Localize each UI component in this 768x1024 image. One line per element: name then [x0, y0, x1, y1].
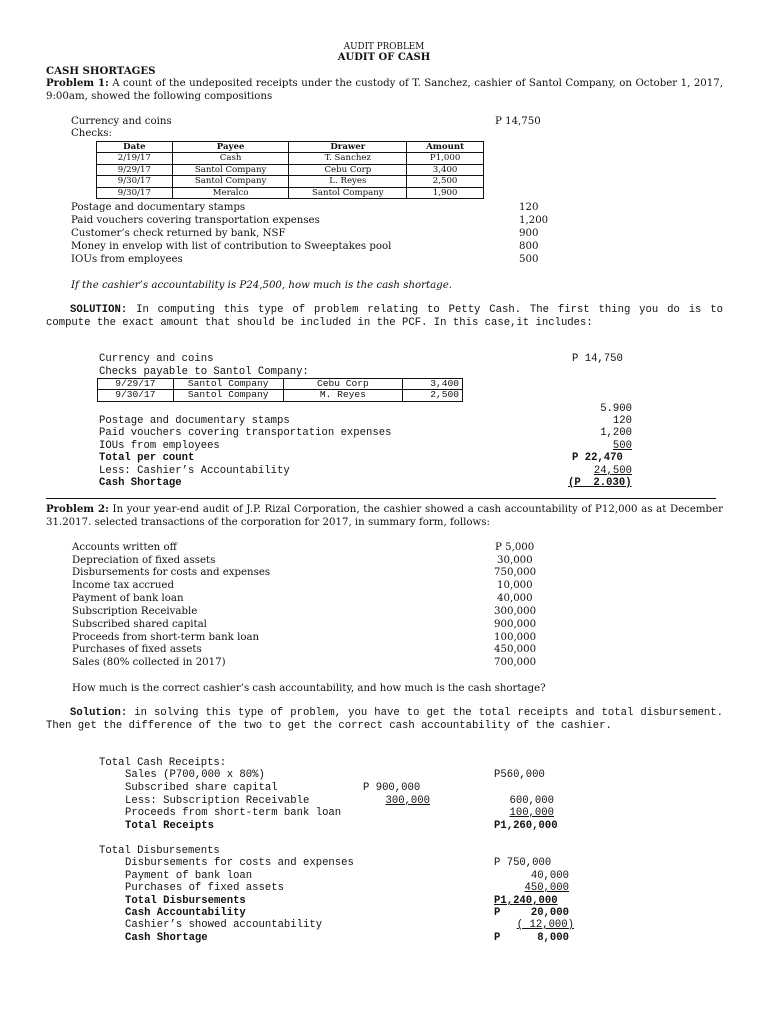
cell-payee: Cash — [172, 153, 289, 164]
table-row — [98, 379, 463, 390]
s2-acct-value: 20,000 — [530, 907, 569, 919]
p1-item-label: Paid vouchers covering transportation expenses — [71, 215, 320, 226]
s2-disb-value: 40,000 — [530, 870, 569, 882]
p1-item-value: 1,200 — [519, 215, 549, 226]
s1-less-label: Less: Cashier’s Accountability — [99, 465, 290, 477]
solution1-text: In computing this type of problem relating to Petty Cash. The first thing you do is to compute the exact amount that should be included in the PCF. In this case,it includes: — [46, 304, 723, 329]
cell-drawer: Cebu Corp — [283, 379, 403, 390]
cell-amount: 3,400 — [407, 164, 484, 175]
solution2-label: Solution: — [70, 707, 128, 719]
p1-item-value: 120 — [519, 202, 539, 213]
s2-lesssub-label: Less: Subscription Receivable — [125, 795, 310, 807]
problem1-text: A count of the undeposited receipts under the custody of T. Sanchez, cashier of Santol Company, on October 1, 2017, 9:00am, showed the following compositions — [46, 78, 723, 102]
p2-item-value: P 5,000 — [495, 542, 535, 553]
problem1-label: Problem 1: — [46, 77, 109, 89]
p1-item-label: Postage and documentary stamps — [71, 202, 246, 213]
s1-currency-value: P 14,750 — [572, 353, 623, 365]
s2-acct-currency: P — [494, 907, 501, 919]
s1-total-value: P 22,470 — [572, 452, 623, 464]
problem2-text: In your year-end audit of J.P. Rizal Corporation, the cashier showed a cash accountability of P12,000 as at December 31.2017. selected transactions of the corporation for 2017, in summary form, follows: — [46, 504, 723, 528]
cell-date: 9/29/17 — [98, 379, 174, 390]
p1-item-value: 800 — [519, 241, 539, 252]
cell-payee: Santol Company — [172, 176, 289, 187]
problem2-label: Problem 2: — [46, 503, 109, 515]
divider — [46, 498, 716, 499]
s1-total-label: Total per count — [99, 452, 195, 464]
p2-item-value: 10,000 — [497, 580, 533, 591]
col-header-payee: Payee — [172, 142, 289, 153]
solution1-intro — [46, 304, 723, 329]
s2-proceeds-value: 100,000 — [509, 807, 554, 819]
cell-amount: 2,500 — [407, 176, 484, 187]
cell-payee: Santol Company — [173, 379, 283, 390]
cell-drawer: L. Reyes — [289, 176, 407, 187]
p2-item-label: Accounts written off — [72, 542, 177, 553]
p2-item-label: Income tax accrued — [72, 580, 174, 591]
p2-item-label: Proceeds from short-term bank loan — [72, 632, 260, 643]
cell-date: 9/30/17 — [97, 187, 173, 198]
cell-amount: 2,500 — [403, 390, 463, 401]
p1-checks-label: Checks: — [71, 128, 112, 139]
s2-total-disb-label: Total Disbursements — [125, 895, 246, 907]
p2-item-label: Sales (80% collected in 2017) — [72, 657, 226, 668]
p1-item-label: Customer’s check returned by bank, NSF — [71, 228, 286, 239]
cell-date: 2/19/17 — [97, 153, 173, 164]
s2-showed-value: ( 12,000) — [516, 919, 574, 931]
s2-subcap-value: P 900,000 — [363, 782, 421, 794]
problem2-intro — [46, 503, 723, 529]
cell-payee: Santol Company — [172, 164, 289, 175]
table-row — [97, 164, 484, 175]
s1-shortage-label: Cash Shortage — [99, 477, 182, 489]
p1-currency-value: P 14,750 — [495, 116, 541, 127]
s2-lesssub-value: 300,000 — [385, 795, 430, 807]
cell-amount: 1,900 — [407, 187, 484, 198]
s2-subcap-label: Subscribed share capital — [125, 782, 278, 794]
p2-item-label: Subscribed shared capital — [72, 619, 207, 630]
s1-item-value: 500 — [612, 440, 632, 452]
s2-total-receipts-value: P1,260,000 — [494, 820, 558, 832]
p2-item-value: 750,000 — [494, 567, 537, 578]
s2-acct-label: Cash Accountability — [125, 907, 246, 919]
s1-checks-label: Checks payable to Santol Company: — [99, 366, 309, 378]
p2-item-value: 450,000 — [494, 644, 537, 655]
p2-item-label: Disbursements for costs and expenses — [72, 567, 271, 578]
p2-item-value: 30,000 — [497, 555, 533, 566]
p2-question: How much is the correct cashier’s cash accountability, and how much is the cash shortage? — [72, 683, 546, 694]
p2-item-value: 40,000 — [497, 593, 533, 604]
problem1-intro — [46, 77, 723, 103]
p1-question: If the cashier’s accountability is P24,500, how much is the cash shortage. — [71, 280, 452, 291]
table-header-row — [97, 142, 484, 153]
s2-proceeds-label: Proceeds from short-term bank loan — [125, 807, 342, 819]
solution2-intro — [46, 707, 723, 732]
solution1-label: SOLUTION: — [70, 304, 128, 316]
p2-item-label: Subscription Receivable — [72, 606, 198, 617]
p2-item-value: 700,000 — [494, 657, 537, 668]
s2-total-receipts-label: Total Receipts — [125, 820, 215, 832]
p2-item-value: 100,000 — [494, 632, 537, 643]
s1-currency-label: Currency and coins — [99, 353, 214, 365]
s2-sales-label: Sales (P700,000 x 80%) — [125, 769, 265, 781]
s2-showed-label: Cashier’s showed accountability — [125, 919, 323, 931]
table-row — [97, 176, 484, 187]
s1-shortage-value: (P 2.030) — [568, 477, 632, 489]
cell-payee: Santol Company — [173, 390, 283, 401]
s2-disb-label: Purchases of fixed assets — [125, 882, 284, 894]
p1-item-value: 500 — [519, 254, 539, 265]
doc-header: AUDIT PROBLEM — [343, 42, 425, 52]
s2-receipts-title: Total Cash Receipts: — [99, 757, 227, 769]
s2-shortage-currency: P — [494, 932, 501, 944]
doc-title: AUDIT OF CASH — [337, 52, 431, 63]
col-header-date: Date — [97, 142, 173, 153]
cell-date: 9/30/17 — [98, 390, 174, 401]
cell-date: 9/29/17 — [97, 164, 173, 175]
p2-item-label: Depreciation of fixed assets — [72, 555, 216, 566]
p2-item-label: Payment of bank loan — [72, 593, 184, 604]
s1-item-value: 1,200 — [600, 427, 632, 439]
p1-currency-label: Currency and coins — [71, 116, 172, 127]
s2-sales-value: P560,000 — [494, 769, 545, 781]
s1-checks-table — [97, 378, 463, 402]
col-header-drawer: Drawer — [289, 142, 407, 153]
cell-drawer: Cebu Corp — [289, 164, 407, 175]
table-row — [98, 390, 463, 401]
col-header-amount: Amount — [407, 142, 484, 153]
s1-item-label: Postage and documentary stamps — [99, 415, 290, 427]
s2-disb-value: 450,000 — [524, 882, 569, 894]
s1-item-value: 120 — [612, 415, 632, 427]
cell-drawer: M. Reyes — [283, 390, 403, 401]
section-title: CASH SHORTAGES — [46, 65, 156, 77]
cell-amount: P1,000 — [407, 153, 484, 164]
solution2-text: in solving this type of problem, you have to get the total receipts and total disbursement. Then get the difference of the two to get the correct cash accountability of the cashier. — [46, 707, 724, 732]
s2-shortage-label: Cash Shortage — [125, 932, 208, 944]
p1-checks-table — [96, 141, 484, 199]
s2-disb-label: Payment of bank loan — [125, 870, 253, 882]
p2-item-value: 300,000 — [494, 606, 537, 617]
s2-shortage-value: 8,000 — [537, 932, 569, 944]
table-row — [97, 187, 484, 198]
s2-lesssub-net: 600,000 — [509, 795, 554, 807]
s1-checks-subtotal: 5.900 — [600, 403, 632, 415]
cell-drawer: T. Sanchez — [289, 153, 407, 164]
cell-drawer: Santol Company — [289, 187, 407, 198]
cell-amount: 3,400 — [403, 379, 463, 390]
cell-date: 9/30/17 — [97, 176, 173, 187]
table-row — [97, 153, 484, 164]
s1-item-label: IOUs from employees — [99, 440, 220, 452]
s2-total-disb-value: P1,240,000 — [494, 895, 558, 907]
s2-disb-value: P 750,000 — [494, 857, 552, 869]
p2-item-value: 900,000 — [494, 619, 537, 630]
cell-payee: Meralco — [172, 187, 289, 198]
s2-disb-title: Total Disbursements — [99, 845, 220, 857]
s1-less-value: 24,500 — [593, 465, 632, 477]
s1-item-label: Paid vouchers covering transportation expenses — [99, 427, 392, 439]
p1-item-label: IOUs from employees — [71, 254, 183, 265]
p2-item-label: Purchases of fixed assets — [72, 644, 202, 655]
s2-disb-label: Disbursements for costs and expenses — [125, 857, 354, 869]
p1-item-label: Money in envelop with list of contribution to Sweeptakes pool — [71, 241, 392, 252]
p1-item-value: 900 — [519, 228, 539, 239]
